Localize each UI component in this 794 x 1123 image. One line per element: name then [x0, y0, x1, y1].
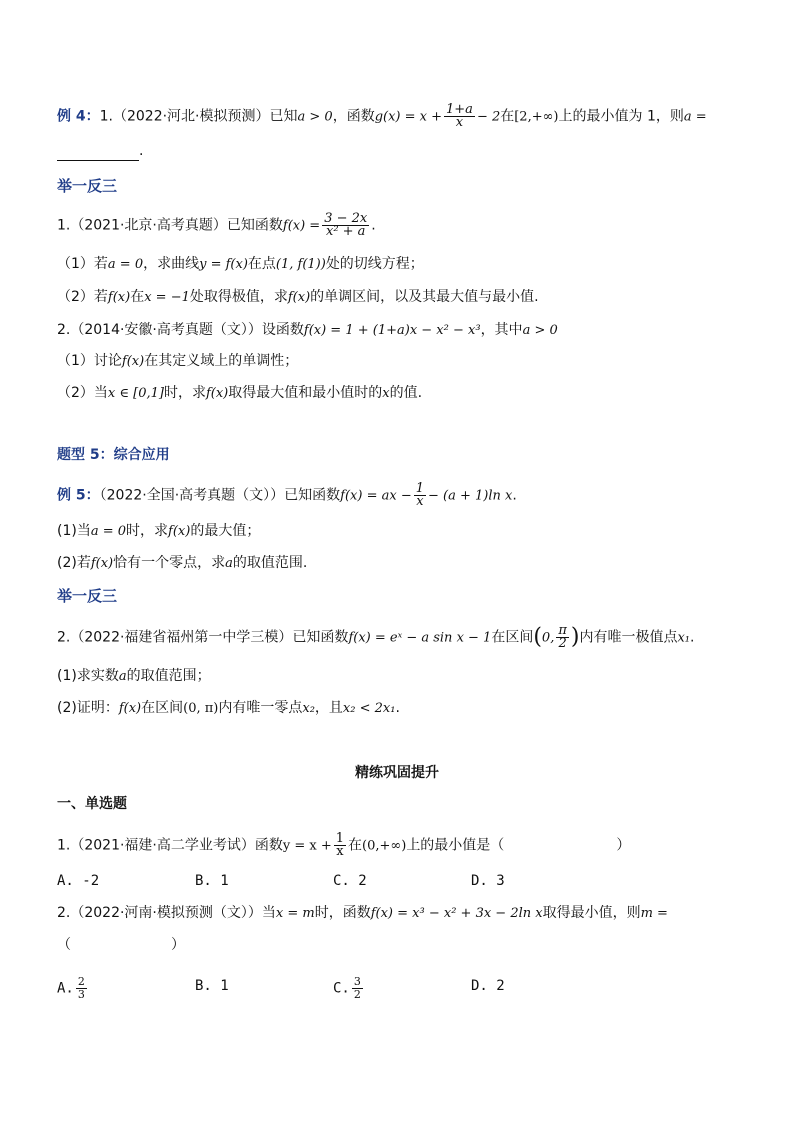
example4-source: 1.（2022·河北·模拟预测）已知 — [99, 108, 298, 125]
period: . — [139, 143, 144, 159]
q-math: a — [118, 669, 127, 684]
mc2-paren-line — [57, 935, 185, 955]
example4-condition: a > 0 — [297, 109, 333, 125]
q-text: (2)证明： — [57, 700, 119, 716]
example4-function-rest: − 2 — [476, 109, 501, 125]
q-text: 在其定义域上的单调性； — [144, 353, 299, 369]
problem1-stem — [57, 213, 376, 238]
q-text: 上的最小值是（ — [406, 837, 505, 854]
q-text: 取得最小值，则 — [542, 905, 641, 921]
example4-text: 上的最小值为 1，则 — [558, 108, 684, 125]
problem2-q1 — [57, 351, 298, 372]
q-math: f(x) — [287, 290, 311, 305]
answer-blank[interactable] — [57, 146, 139, 161]
mc1-fraction — [334, 833, 346, 858]
fraction-denominator: x² + a — [325, 224, 366, 239]
q-math: x = −1 — [144, 290, 190, 305]
paren-open: （ — [57, 937, 71, 953]
fraction-denominator: x — [336, 844, 344, 859]
type5-heading: 题型 5：综合应用 — [57, 447, 170, 463]
jyfs-heading-2: 举一反三 — [57, 587, 118, 605]
example5-q1 — [57, 521, 260, 542]
q-math: (0,+∞) — [362, 838, 407, 854]
q-math: a > 0 — [522, 323, 558, 338]
fraction-numerator: 3 — [353, 975, 361, 988]
mc2-option-c[interactable] — [333, 976, 365, 1001]
q-text: 的取值范围. — [232, 555, 308, 571]
q-text: 时，函数 — [314, 905, 371, 921]
q-math: x — [382, 386, 390, 401]
example5-q2 — [57, 553, 307, 574]
q-math: f(x) — [121, 354, 145, 369]
example4-ask: a = — [683, 109, 707, 125]
q-text: (2)若 — [57, 555, 91, 571]
fraction-numerator: 1 — [415, 481, 424, 496]
period: . — [690, 629, 695, 646]
q-math: f(x) — [168, 524, 191, 539]
q-math: a — [225, 556, 233, 571]
fraction-numerator: π — [558, 623, 567, 638]
paren-open: ( — [533, 624, 542, 650]
example4-interval: [2,+∞) — [514, 109, 559, 125]
mc2-function: f(x) = x³ − x² + 3x − 2ln x — [370, 906, 543, 921]
q-math: (0, π) — [183, 701, 219, 716]
mc1-option-c[interactable]: C. 2 — [333, 873, 367, 889]
q-text: 内有唯一零点 — [218, 700, 303, 716]
q-math: (1, f(1)) — [275, 257, 326, 272]
q-math: a = 0 — [107, 257, 144, 272]
problem3-stem — [57, 625, 694, 650]
q-text: 在区间 — [491, 629, 534, 646]
fraction-denominator: 2 — [353, 988, 361, 1001]
q-text: 时，求 — [163, 385, 206, 401]
problem1-q2 — [57, 287, 539, 308]
q-text: 在 — [130, 289, 145, 305]
example4-fraction — [444, 104, 475, 129]
paren-close: ） — [616, 837, 631, 854]
fraction-numerator: 1 — [335, 831, 345, 846]
mc2-stem — [57, 903, 668, 924]
period: . — [512, 487, 517, 504]
q-text: ，求曲线 — [143, 256, 200, 272]
problem3-q1 — [57, 666, 211, 687]
q-text: 恰有一个零点，求 — [113, 555, 226, 571]
problem1-function: f(x) = — [282, 218, 321, 234]
q-text: 处取得极值，求 — [189, 289, 288, 305]
problem2-source: 2.（2014·安徽·高考真题（文））设函数 — [57, 322, 304, 338]
period: . — [395, 700, 400, 716]
option-fraction — [352, 976, 363, 1001]
q-text: （2）当 — [57, 385, 108, 401]
problem2-function: f(x) = 1 + (1+a)x − x² − x³ — [303, 323, 481, 338]
example4-label: 例 4： — [57, 108, 100, 125]
problem2-q2 — [57, 383, 422, 404]
mc1-stem — [57, 833, 630, 858]
fraction-denominator: x — [416, 494, 424, 509]
fraction-numerator: 1+a — [446, 102, 473, 117]
q-text: （2）若 — [57, 289, 108, 305]
paren-close: ） — [171, 937, 185, 953]
q-text: (1)求实数 — [57, 668, 119, 684]
example4-text: 在 — [500, 108, 515, 125]
mc1-option-a[interactable]: A. -2 — [57, 873, 100, 889]
q-text: （1）讨论 — [57, 353, 122, 369]
paren-close: ) — [570, 624, 580, 650]
q-text: 时，求 — [126, 523, 169, 539]
q-math: f(x) — [118, 701, 142, 716]
q-text: 的单调区间，以及其最大值与最小值. — [310, 289, 539, 305]
pi-over-2 — [556, 625, 569, 650]
q-text: 的值. — [389, 385, 423, 401]
jyfs-heading-1: 举一反三 — [57, 177, 118, 195]
q-text: 处的切线方程； — [325, 256, 424, 272]
mc2-option-b[interactable]: B. 1 — [195, 978, 229, 994]
q-math: x ∈ [0,1] — [107, 386, 164, 401]
q-math: f(x) — [90, 556, 114, 571]
q-text: （1）若 — [57, 256, 108, 272]
q-text: ，且 — [314, 700, 343, 716]
q-text: 在点 — [247, 256, 276, 272]
mc2-option-a[interactable] — [57, 976, 89, 1001]
mc2-option-d[interactable]: D. 2 — [471, 978, 505, 994]
option-fraction — [76, 976, 87, 1001]
example5-source: （2022·全国·高考真题（文））已知函数 — [99, 487, 341, 504]
interval-start: 0, — [541, 630, 555, 646]
period: . — [371, 217, 376, 234]
fraction-numerator: 2 — [77, 975, 85, 988]
q-text: 内有唯一极值点 — [579, 629, 678, 646]
q-math: x₂ < 2x₁ — [342, 701, 396, 716]
mc1-function: y = x + — [282, 838, 332, 854]
q-math: f(x) — [107, 290, 131, 305]
q-text: 的最大值； — [190, 523, 261, 539]
q-text: 在 — [348, 837, 363, 854]
single-choice-heading: 一、单选题 — [57, 796, 127, 812]
fraction-denominator: 2 — [558, 636, 567, 651]
option-label: A. — [57, 980, 74, 997]
mc1-option-d[interactable]: D. 3 — [471, 873, 505, 889]
example5-label: 例 5： — [57, 487, 100, 504]
example5-function: f(x) = ax − — [340, 488, 412, 504]
q-text: (1)当 — [57, 523, 91, 539]
q-math: x = m — [275, 906, 315, 921]
q-math: a = 0 — [90, 524, 127, 539]
q-text: ，其中 — [480, 322, 523, 338]
q-math: m = — [640, 906, 668, 921]
fraction-denominator: x — [455, 115, 464, 130]
example5-function-rest: − (a + 1)ln x — [428, 488, 513, 504]
q-math: x₁ — [677, 630, 691, 646]
mc1-option-b[interactable]: B. 1 — [195, 873, 229, 889]
fraction-numerator: 3 − 2x — [324, 211, 368, 226]
example4-text: ，函数 — [332, 108, 375, 125]
problem2-stem — [57, 320, 558, 341]
problem3-source: 2.（2022·福建省福州第一中学三模）已知函数 — [57, 629, 349, 646]
problem3-function: f(x) = eˣ − a sin x − 1 — [348, 630, 492, 646]
problem1-source: 1.（2021·北京·高考真题）已知函数 — [57, 217, 283, 234]
example5-stem — [57, 483, 517, 508]
mc1-source: 1.（2021·福建·高二学业考试）函数 — [57, 837, 283, 854]
problem1-fraction — [322, 213, 369, 238]
section-title: 精练巩固提升 — [355, 765, 439, 781]
example4-function: g(x) = x + — [374, 109, 443, 125]
q-math: f(x) — [205, 386, 229, 401]
mc2-source: 2.（2022·河南·模拟预测（文））当 — [57, 905, 276, 921]
q-text: 的取值范围； — [126, 668, 211, 684]
option-label: C. — [333, 980, 350, 997]
example4-line — [57, 104, 707, 129]
q-math: x₂ — [302, 701, 315, 716]
problem3-q2 — [57, 698, 400, 719]
q-text: 取得最大值和最小值时的 — [228, 385, 383, 401]
example4-answer-line — [57, 141, 143, 161]
problem1-q1 — [57, 254, 424, 275]
q-text: 在区间 — [141, 700, 184, 716]
q-math: y = f(x) — [199, 257, 248, 272]
example5-fraction — [414, 483, 426, 508]
fraction-denominator: 3 — [77, 988, 85, 1001]
